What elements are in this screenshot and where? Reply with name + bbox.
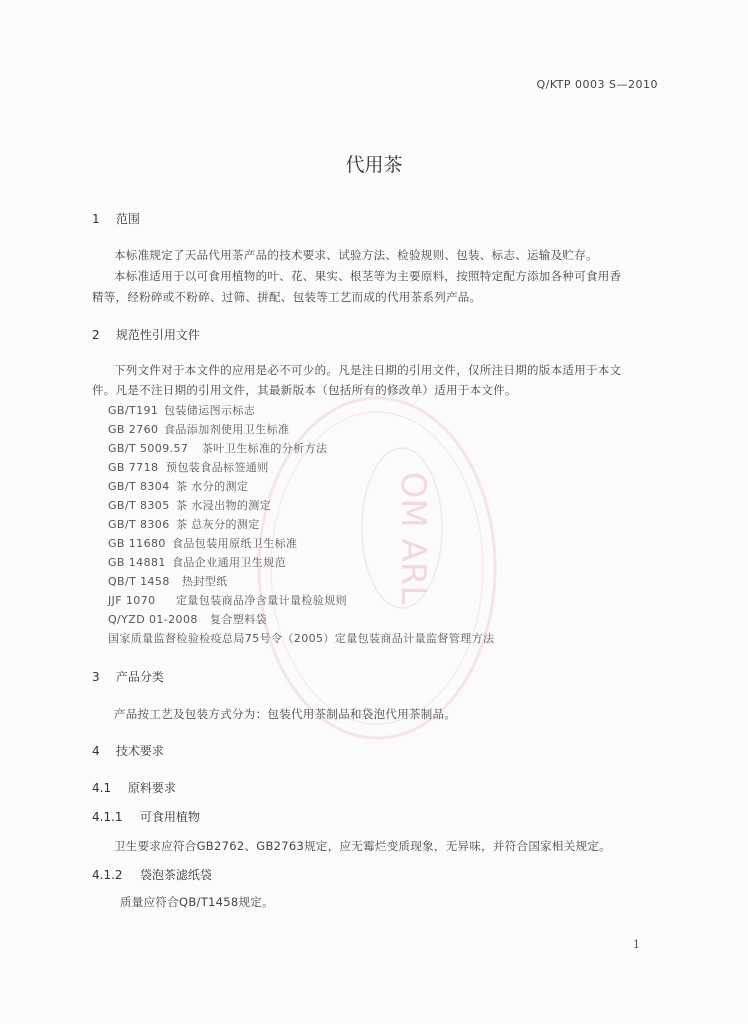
reference-item — [108, 592, 347, 608]
section-number: 4.1.1 — [92, 810, 123, 824]
page-number: 1 — [633, 938, 640, 951]
reference-item — [108, 497, 271, 513]
reference-item — [108, 402, 255, 418]
reference-item — [108, 478, 248, 494]
reference-name: 复合塑料袋 — [210, 613, 267, 626]
subsection-4-1-heading — [92, 779, 176, 796]
section-number: 2 — [92, 328, 100, 342]
reference-item — [108, 535, 297, 551]
reference-item — [108, 516, 260, 532]
reference-name: 茶 总灰分的测定 — [176, 518, 260, 531]
reference-item — [108, 573, 228, 589]
reference-code: GB/T 8306 — [108, 518, 170, 531]
paragraph: 质量应符合QB/T1458规定。 — [120, 895, 274, 909]
section-title: 技术要求 — [115, 744, 164, 758]
paragraph-continuation: 件。凡是不注日期的引用文件，其最新版本（包括所有的修改单）适用于本文件。 — [92, 383, 517, 397]
reference-name: 茶 水浸出物的测定 — [176, 499, 272, 512]
reference-code: GB 2760 — [108, 423, 159, 436]
paragraph: 本标准适用于以可食用植物的叶、花、果实、根茎等为主要原料，按照特定配方添加各种可食用香 — [114, 269, 622, 283]
section-title: 可食用植物 — [139, 810, 200, 824]
section-number: 4 — [92, 744, 100, 758]
reference-item — [108, 611, 267, 627]
reference-decree: 国家质量监督检验检疫总局75号令（2005）定量包装商品计量监督管理方法 — [108, 632, 495, 645]
reference-name: 茶叶卫生标准的分析方法 — [202, 442, 328, 455]
reference-name: 食品包装用原纸卫生标准 — [172, 537, 298, 550]
standard-code: Q/KTP 0003 S—2010 — [536, 78, 658, 91]
reference-name: 定量包装商品净含量计量检验规则 — [176, 594, 347, 607]
section-3-heading — [92, 668, 164, 685]
reference-code: GB 11680 — [108, 537, 166, 550]
paragraph: 下列文件对于本文件的应用是必不可少的。凡是注日期的引用文件，仅所注日期的版本适用于本文 — [114, 363, 622, 377]
reference-code: GB/T 8304 — [108, 480, 170, 493]
reference-item — [108, 421, 289, 437]
section-2-heading — [92, 326, 200, 343]
reference-code: GB/T191 — [108, 404, 159, 417]
section-title: 规范性引用文件 — [115, 328, 200, 342]
section-title: 产品分类 — [115, 670, 164, 684]
section-title: 原料要求 — [127, 781, 176, 795]
reference-name: 茶 水分的测定 — [176, 480, 249, 493]
reference-code: JJF 1070 — [108, 594, 156, 607]
reference-code: GB 7718 — [108, 461, 159, 474]
paragraph-continuation: 精等，经粉碎或不粉碎、过筛、拼配、包装等工艺而成的代用茶系列产品。 — [92, 290, 482, 304]
reference-name: 热封型纸 — [182, 575, 228, 588]
paragraph: 产品按工艺及包装方式分为：包装代用茶制品和袋泡代用茶制品。 — [114, 707, 457, 721]
section-title: 范围 — [115, 212, 140, 226]
reference-code: GB 14881 — [108, 556, 166, 569]
seal-stamp-text: OM ARL — [393, 471, 433, 605]
reference-item — [108, 554, 286, 570]
document-title: 代用茶 — [345, 154, 403, 176]
subsection-4-1-2-heading — [92, 866, 212, 883]
section-4-heading — [92, 742, 164, 759]
section-number: 4.1.2 — [92, 868, 123, 882]
reference-code: GB/T 5009.57 — [108, 442, 189, 455]
section-number: 4.1 — [92, 781, 112, 795]
paragraph: 本标准规定了天品代用茶产品的技术要求、试验方法、检验规则、包装、标志、运输及贮存。 — [114, 248, 598, 262]
reference-code: QB/T 1458 — [108, 575, 170, 588]
paragraph: 卫生要求应符合GB2762、GB2763规定，应无霉烂变质现象，无异味，并符合国家相关规定。 — [114, 839, 611, 853]
reference-code: GB/T 8305 — [108, 499, 170, 512]
reference-item — [108, 440, 327, 456]
section-number: 1 — [92, 212, 100, 226]
reference-name: 食品添加剂使用卫生标准 — [164, 423, 290, 436]
reference-name: 包装储运图示标志 — [164, 404, 256, 417]
reference-name: 食品企业通用卫生规范 — [172, 556, 286, 569]
section-number: 3 — [92, 670, 100, 684]
section-1-heading — [92, 210, 140, 227]
reference-name: 预包装食品标签通则 — [166, 461, 269, 474]
subsection-4-1-1-heading — [92, 808, 200, 825]
reference-code: Q/YZD 01-2008 — [108, 613, 198, 626]
section-title: 袋泡茶滤纸袋 — [139, 868, 212, 882]
reference-item — [108, 459, 269, 475]
